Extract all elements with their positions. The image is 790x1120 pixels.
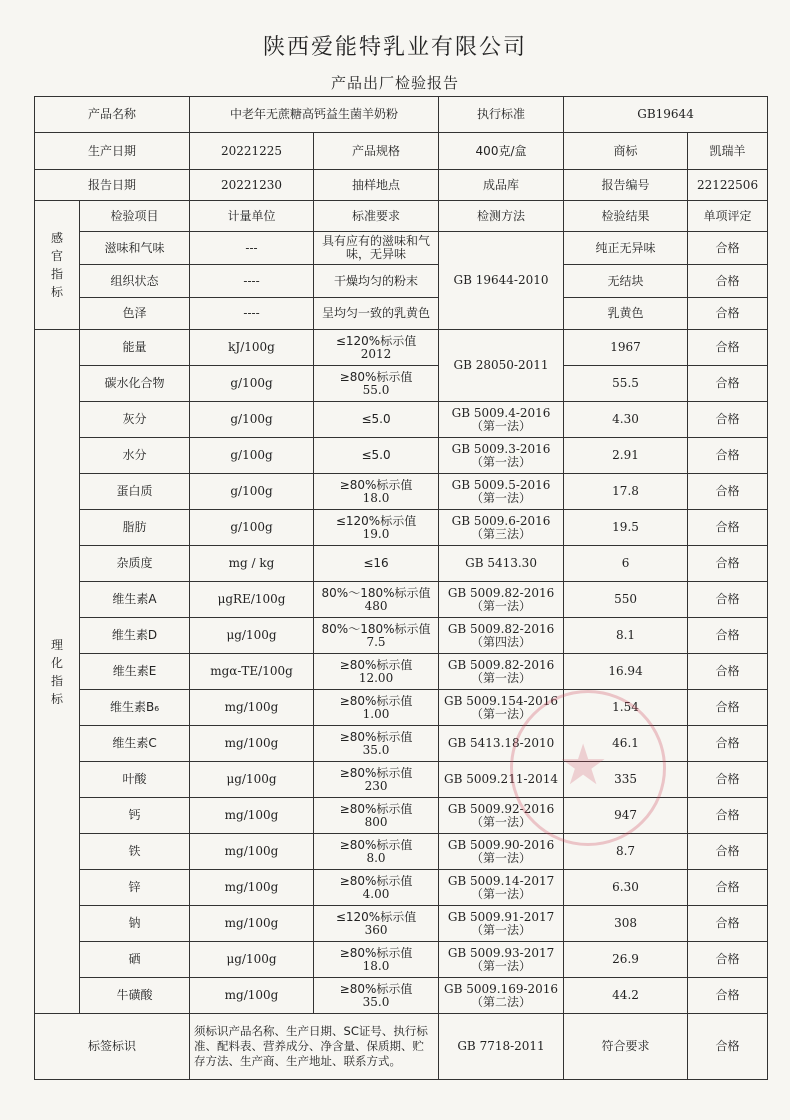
unit: g/100g <box>190 402 314 438</box>
unit: g/100g <box>190 474 314 510</box>
report-date-label: 报告日期 <box>35 170 190 201</box>
physchem-row <box>35 582 768 618</box>
unit: mg/100g <box>190 834 314 870</box>
requirement-line-1: ≥80%标示值 <box>339 945 413 960</box>
requirement-line-2: 55.0 <box>362 382 390 397</box>
prod-date: 20221225 <box>190 133 314 170</box>
physchem-row <box>35 690 768 726</box>
item-name: 维生素D <box>80 618 190 654</box>
requirement-line-2: 18.0 <box>362 490 390 505</box>
requirement-line-1: ≥80%标示值 <box>339 693 413 708</box>
result: 947 <box>564 798 688 834</box>
requirement-line-1: 80%～180%标示值 <box>321 621 431 636</box>
item-name: 钠 <box>80 906 190 942</box>
unit: mg/100g <box>190 870 314 906</box>
method-line-2: （第一法） <box>471 886 532 901</box>
item-name: 维生素A <box>80 582 190 618</box>
item-name: 杂质度 <box>80 546 190 582</box>
method-line-1: GB 5009.91-2017 <box>447 909 555 924</box>
physchem-row <box>35 474 768 510</box>
judgement: 合格 <box>688 906 768 942</box>
brand-value: 凯瑞羊 <box>688 133 768 170</box>
item-name: 灰分 <box>80 402 190 438</box>
requirement-line-1: ≤5.0 <box>361 448 391 462</box>
requirement-line-1: ≥80%标示值 <box>339 765 413 780</box>
result: 无结块 <box>564 265 688 298</box>
requirement <box>314 834 439 870</box>
brand-label: 商标 <box>564 133 688 170</box>
physchem-row <box>35 438 768 474</box>
physchem-row <box>35 978 768 1014</box>
method <box>439 978 564 1014</box>
item-name: 维生素B₆ <box>80 690 190 726</box>
method-line-2: （第一法） <box>471 454 532 469</box>
result: 2.91 <box>564 438 688 474</box>
requirement-line-1: 80%～180%标示值 <box>321 585 431 600</box>
result: 46.1 <box>564 726 688 762</box>
item-name: 滋味和气味 <box>80 232 190 265</box>
result: 4.30 <box>564 402 688 438</box>
requirement-line-2: 18.0 <box>362 958 390 973</box>
unit: mg/100g <box>190 690 314 726</box>
col-req: 标准要求 <box>314 201 439 232</box>
method-line-2: （第一法） <box>471 850 532 865</box>
method-line-1: GB 5009.82-2016 <box>447 621 555 636</box>
requirement <box>314 942 439 978</box>
unit: μgRE/100g <box>190 582 314 618</box>
item-name: 维生素E <box>80 654 190 690</box>
judgement: 合格 <box>688 330 768 366</box>
col-unit: 计量单位 <box>190 201 314 232</box>
method-line-2: （第一法） <box>471 598 532 613</box>
requirement <box>314 798 439 834</box>
requirement <box>314 726 439 762</box>
judgement: 合格 <box>688 474 768 510</box>
judgement: 合格 <box>688 978 768 1014</box>
requirement <box>314 402 439 438</box>
spec-label: 产品规格 <box>314 133 439 170</box>
label-row <box>35 1014 768 1080</box>
item-name: 碳水化合物 <box>80 366 190 402</box>
sample-place-label: 抽样地点 <box>314 170 439 201</box>
product-name: 中老年无蔗糖高钙益生菌羊奶粉 <box>190 97 439 133</box>
requirement <box>314 366 439 402</box>
requirement-line-1: ≥80%标示值 <box>339 873 413 888</box>
item-name: 色泽 <box>80 298 190 330</box>
item-name: 锌 <box>80 870 190 906</box>
judgement: 合格 <box>688 582 768 618</box>
result: 19.5 <box>564 510 688 546</box>
method-line-1: GB 5009.211-2014 <box>443 772 559 786</box>
method <box>439 546 564 582</box>
col-method: 检测方法 <box>439 201 564 232</box>
label-item: 标签标识 <box>35 1014 190 1080</box>
requirement <box>314 510 439 546</box>
sensory-method: GB 19644-2010 <box>439 232 564 330</box>
method-line-2: （第一法） <box>471 706 532 721</box>
method-line-2: （第二法） <box>471 994 532 1009</box>
sensory-row <box>35 298 768 330</box>
requirement-line-1: ≥80%标示值 <box>339 477 413 492</box>
physchem-row <box>35 762 768 798</box>
requirement-line-2: 2012 <box>360 346 392 361</box>
method-line-1: GB 5009.6-2016 <box>451 513 551 528</box>
physchem-row <box>35 834 768 870</box>
method <box>439 726 564 762</box>
judgement: 合格 <box>688 690 768 726</box>
method-line-1: GB 5009.3-2016 <box>451 441 551 456</box>
report-no-label: 报告编号 <box>564 170 688 201</box>
judgement: 合格 <box>688 798 768 834</box>
requirement-line-1: ≥80%标示值 <box>339 657 413 672</box>
requirement-line-2: 230 <box>364 778 388 793</box>
method-line-2: （第四法） <box>471 634 532 649</box>
item-name: 蛋白质 <box>80 474 190 510</box>
product-name-label: 产品名称 <box>35 97 190 133</box>
method-line-2: （第一法） <box>471 958 532 973</box>
spec-value: 400克/盒 <box>439 133 564 170</box>
method <box>439 762 564 798</box>
method-line-2: （第一法） <box>471 490 532 505</box>
method-line-1: GB 5009.92-2016 <box>447 801 555 816</box>
method <box>439 510 564 546</box>
requirement-line-2: 480 <box>364 598 388 613</box>
method-line-2: （第一法） <box>471 418 532 433</box>
physchem-row <box>35 330 768 366</box>
requirement <box>314 330 439 366</box>
physchem-row <box>35 798 768 834</box>
physchem-row <box>35 942 768 978</box>
item-name: 维生素C <box>80 726 190 762</box>
method-line-1: GB 5009.90-2016 <box>447 837 555 852</box>
requirement-line-1: ≥80%标示值 <box>339 801 413 816</box>
requirement-line-2: 1.00 <box>362 706 390 721</box>
judgement: 合格 <box>688 834 768 870</box>
judgement: 合格 <box>688 618 768 654</box>
physchem-row <box>35 654 768 690</box>
unit: mg / kg <box>190 546 314 582</box>
unit: μg/100g <box>190 762 314 798</box>
sensory-row <box>35 232 768 265</box>
unit: kJ/100g <box>190 330 314 366</box>
judgement: 合格 <box>688 265 768 298</box>
requirement-line-2: 12.00 <box>358 670 394 685</box>
requirement-line-1: ≤120%标示值 <box>335 513 417 528</box>
result: 纯正无异味 <box>564 232 688 265</box>
item-name: 组织状态 <box>80 265 190 298</box>
result: 1.54 <box>564 690 688 726</box>
unit: mg/100g <box>190 906 314 942</box>
standard-value: GB19644 <box>564 97 768 133</box>
requirement <box>314 906 439 942</box>
requirement-line-2: 7.5 <box>366 634 386 649</box>
judgement: 合格 <box>688 438 768 474</box>
physchem-row <box>35 906 768 942</box>
requirement-line-2: 35.0 <box>362 742 390 757</box>
item-name: 牛磺酸 <box>80 978 190 1014</box>
requirement <box>314 546 439 582</box>
method <box>439 942 564 978</box>
unit: ---- <box>190 298 314 330</box>
requirement-line-2: 4.00 <box>362 886 390 901</box>
requirement-line-2: 35.0 <box>362 994 390 1009</box>
requirement-line-1: ≥80%标示值 <box>339 981 413 996</box>
item-name: 水分 <box>80 438 190 474</box>
method <box>439 870 564 906</box>
item-name: 能量 <box>80 330 190 366</box>
item-name: 铁 <box>80 834 190 870</box>
requirement: 具有应有的滋味和气味，无异味 <box>314 232 439 265</box>
physchem-group-label: 理 化 指 标 <box>35 330 80 1014</box>
requirement <box>314 762 439 798</box>
result: 8.1 <box>564 618 688 654</box>
judgement: 合格 <box>688 232 768 265</box>
judgement: 合格 <box>688 762 768 798</box>
prod-date-label: 生产日期 <box>35 133 190 170</box>
method-line-1: GB 5413.30 <box>465 556 537 570</box>
requirement <box>314 870 439 906</box>
method-line-2: （第一法） <box>471 814 532 829</box>
header-row-1 <box>35 97 768 133</box>
method-line-1: GB 5009.5-2016 <box>451 477 551 492</box>
requirement <box>314 474 439 510</box>
header-row-2 <box>35 133 768 170</box>
result: 17.8 <box>564 474 688 510</box>
judgement: 合格 <box>688 654 768 690</box>
physchem-row <box>35 402 768 438</box>
result: 26.9 <box>564 942 688 978</box>
requirement <box>314 582 439 618</box>
requirement-line-1: ≥80%标示值 <box>339 729 413 744</box>
result: 16.94 <box>564 654 688 690</box>
method <box>439 438 564 474</box>
item-name: 脂肪 <box>80 510 190 546</box>
method <box>439 690 564 726</box>
seal-star-icon: ★ <box>558 733 609 798</box>
method-line-1: GB 5009.93-2017 <box>447 945 555 960</box>
method <box>439 618 564 654</box>
unit: mgα-TE/100g <box>190 654 314 690</box>
label-result: 符合要求 <box>564 1014 688 1080</box>
col-judge: 单项评定 <box>688 201 768 232</box>
physchem-row <box>35 618 768 654</box>
requirement-line-2: 800 <box>364 814 388 829</box>
result: 308 <box>564 906 688 942</box>
physchem-row <box>35 726 768 762</box>
method-line-2: （第一法） <box>471 922 532 937</box>
item-name: 钙 <box>80 798 190 834</box>
company-name: 陕西爱能特乳业有限公司 <box>262 35 527 60</box>
judgement: 合格 <box>688 942 768 978</box>
method-line-1: GB 5009.154-2016 <box>443 693 559 708</box>
unit: mg/100g <box>190 726 314 762</box>
result: 6 <box>564 546 688 582</box>
judgement: 合格 <box>688 402 768 438</box>
item-name: 硒 <box>80 942 190 978</box>
requirement-line-2: 19.0 <box>362 526 390 541</box>
method-line-2: （第一法） <box>471 670 532 685</box>
col-item: 检验项目 <box>80 201 190 232</box>
method <box>439 402 564 438</box>
sample-place: 成品库 <box>439 170 564 201</box>
method <box>439 906 564 942</box>
requirement: 呈均匀一致的乳黄色 <box>314 298 439 330</box>
method <box>439 798 564 834</box>
energy-carb-method: GB 28050-2011 <box>439 330 564 402</box>
requirement-line-1: ≤16 <box>363 556 389 570</box>
method <box>439 834 564 870</box>
result: 乳黄色 <box>564 298 688 330</box>
unit: ---- <box>190 265 314 298</box>
judgement: 合格 <box>688 510 768 546</box>
requirement-line-2: 360 <box>364 922 388 937</box>
report-date: 20221230 <box>190 170 314 201</box>
result: 6.30 <box>564 870 688 906</box>
sensory-row <box>35 265 768 298</box>
unit: g/100g <box>190 438 314 474</box>
unit: g/100g <box>190 510 314 546</box>
result: 44.2 <box>564 978 688 1014</box>
method-line-1: GB 5009.82-2016 <box>447 657 555 672</box>
judgement: 合格 <box>688 366 768 402</box>
result: 8.7 <box>564 834 688 870</box>
requirement: 干燥均匀的粉末 <box>314 265 439 298</box>
method-line-1: GB 5413.18-2010 <box>447 736 555 750</box>
col-result: 检验结果 <box>564 201 688 232</box>
label-requirement: 须标识产品名称、生产日期、SC证号、执行标准、配料表、营养成分、净含量、保质期、贮存方法、生产商、生产地址、联系方式。 <box>190 1014 439 1080</box>
sensory-group-label: 感 官 指 标 <box>35 201 80 330</box>
method-line-1: GB 5009.14-2017 <box>447 873 555 888</box>
unit: g/100g <box>190 366 314 402</box>
physchem-row <box>35 510 768 546</box>
method <box>439 654 564 690</box>
judgement: 合格 <box>688 870 768 906</box>
header-row-3 <box>35 170 768 201</box>
method <box>439 582 564 618</box>
requirement-line-1: ≥80%标示值 <box>339 837 413 852</box>
method-line-2: （第三法） <box>471 526 532 541</box>
method <box>439 474 564 510</box>
result: 550 <box>564 582 688 618</box>
method-line-1: GB 5009.4-2016 <box>451 405 551 420</box>
method-line-1: GB 5009.82-2016 <box>447 585 555 600</box>
label-judgement: 合格 <box>688 1014 768 1080</box>
requirement-line-1: ≤120%标示值 <box>335 909 417 924</box>
judgement: 合格 <box>688 298 768 330</box>
report-title: 产品出厂检验报告 <box>330 74 459 92</box>
result: 1967 <box>564 330 688 366</box>
column-header-row <box>35 201 768 232</box>
physchem-row <box>35 366 768 402</box>
result: 55.5 <box>564 366 688 402</box>
unit: μg/100g <box>190 618 314 654</box>
requirement <box>314 654 439 690</box>
unit: mg/100g <box>190 798 314 834</box>
unit: mg/100g <box>190 978 314 1014</box>
inspection-table <box>34 96 768 1080</box>
requirement-line-1: ≤120%标示值 <box>335 333 417 348</box>
label-method: GB 7718-2011 <box>439 1014 564 1080</box>
judgement: 合格 <box>688 546 768 582</box>
physchem-row <box>35 546 768 582</box>
method-line-1: GB 5009.169-2016 <box>443 981 559 996</box>
standard-label: 执行标准 <box>439 97 564 133</box>
report-no: 22122506 <box>688 170 768 201</box>
requirement-line-1: ≥80%标示值 <box>339 369 413 384</box>
requirement <box>314 690 439 726</box>
requirement-line-2: 8.0 <box>366 850 386 865</box>
requirement-line-1: ≤5.0 <box>361 412 391 426</box>
item-name: 叶酸 <box>80 762 190 798</box>
requirement <box>314 978 439 1014</box>
result: 335 <box>564 762 688 798</box>
physchem-row <box>35 870 768 906</box>
unit: μg/100g <box>190 942 314 978</box>
requirement <box>314 438 439 474</box>
judgement: 合格 <box>688 726 768 762</box>
requirement <box>314 618 439 654</box>
unit: --- <box>190 232 314 265</box>
